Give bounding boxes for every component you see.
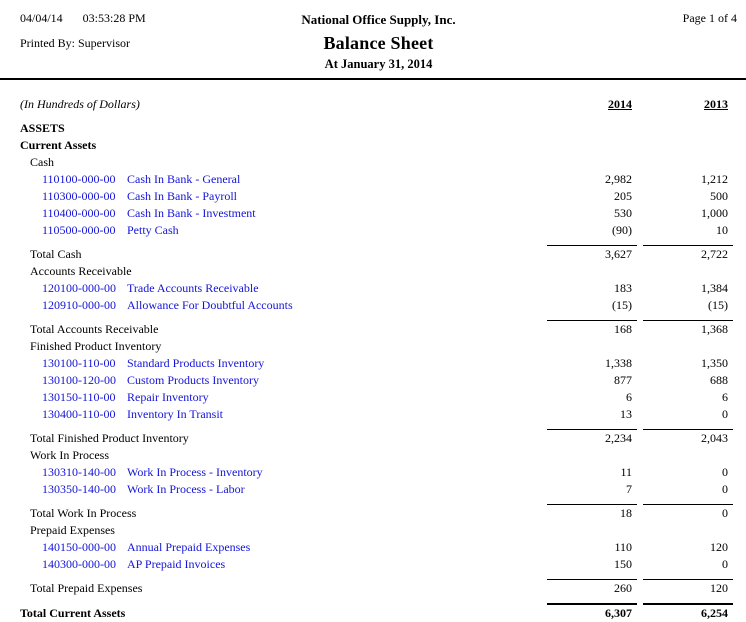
account-cell (20, 464, 547, 481)
value-2014: (90) (612, 223, 632, 237)
account-number-link[interactable]: 130100-120-00 (42, 373, 116, 387)
account-row (20, 355, 733, 372)
value-2013: 2,722 (643, 245, 733, 263)
value-2013: 0 (722, 557, 728, 571)
account-cell (20, 171, 547, 188)
account-cell (20, 355, 547, 372)
account-row (20, 556, 733, 573)
section-heading-row (20, 263, 733, 280)
value-2014: 1,338 (605, 356, 632, 370)
value-2013: 1,212 (701, 172, 728, 186)
account-description-link[interactable]: Work In Process - Labor (127, 482, 245, 496)
section-heading-row (20, 137, 733, 154)
value-2014: 205 (614, 189, 632, 203)
account-row (20, 406, 733, 423)
account-cell (20, 280, 547, 297)
value-2013: 10 (716, 223, 728, 237)
row-label: Current Assets (20, 138, 97, 152)
account-row (20, 464, 733, 481)
account-row (20, 297, 733, 314)
account-description-link[interactable]: Cash In Bank - Payroll (127, 189, 237, 203)
value-2013: 1,000 (701, 206, 728, 220)
account-description-link[interactable]: Annual Prepaid Expenses (127, 540, 251, 554)
row-label: Work In Process (30, 448, 110, 462)
row-label: ASSETS (20, 121, 65, 135)
header-meta (20, 11, 235, 72)
account-number-link[interactable]: 110300-000-00 (42, 189, 116, 203)
value-2014: (15) (612, 298, 632, 312)
account-description-link[interactable]: Petty Cash (127, 223, 179, 237)
account-description-link[interactable]: Trade Accounts Receivable (127, 281, 259, 295)
value-2013: 0 (722, 407, 728, 421)
value-2014: 7 (626, 482, 632, 496)
value-2013: 6,254 (643, 603, 733, 622)
value-2013: 0 (722, 465, 728, 479)
value-2014: 13 (620, 407, 632, 421)
account-cell (20, 389, 547, 406)
account-description-link[interactable]: Allowance For Doubtful Accounts (127, 298, 293, 312)
printed-by: Printed By: Supervisor (20, 36, 130, 50)
column-header-2014: 2014 (608, 97, 632, 111)
header-titles (235, 11, 522, 72)
value-2014: 18 (547, 504, 637, 522)
account-number-link[interactable]: 130400-110-00 (42, 407, 116, 421)
value-2014: 6 (626, 390, 632, 404)
value-2013: 0 (643, 504, 733, 522)
account-row (20, 481, 733, 498)
page-indicator: Page 1 of 4 (682, 11, 737, 25)
value-2014: 530 (614, 206, 632, 220)
value-2013: 1,368 (643, 320, 733, 338)
account-cell (20, 556, 547, 573)
account-number-link[interactable]: 130310-140-00 (42, 465, 116, 479)
account-cell (20, 481, 547, 498)
report-header (0, 0, 746, 72)
account-number-link[interactable]: 110400-000-00 (42, 206, 116, 220)
account-description-link[interactable]: Custom Products Inventory (127, 373, 259, 387)
account-number-link[interactable]: 120910-000-00 (42, 298, 116, 312)
account-description-link[interactable]: Inventory In Transit (127, 407, 223, 421)
column-header-row (20, 96, 733, 113)
account-cell (20, 297, 547, 314)
account-cell (20, 205, 547, 222)
section-heading-row (20, 120, 733, 137)
value-2014: 2,982 (605, 172, 632, 186)
account-number-link[interactable]: 140150-000-00 (42, 540, 116, 554)
account-description-link[interactable]: Work In Process - Inventory (127, 465, 263, 479)
value-2014: 11 (620, 465, 632, 479)
value-2013: 6 (722, 390, 728, 404)
value-2014: 183 (614, 281, 632, 295)
total-row (20, 245, 733, 263)
value-2013: 1,350 (701, 356, 728, 370)
section-heading-row (20, 154, 733, 171)
account-cell (20, 372, 547, 389)
value-2014: 6,307 (547, 603, 637, 622)
value-2013: 120 (710, 540, 728, 554)
row-label: Total Current Assets (20, 606, 126, 620)
account-description-link[interactable]: Cash In Bank - General (127, 172, 241, 186)
report-subtitle: At January 31, 2014 (324, 57, 433, 71)
value-2014: 877 (614, 373, 632, 387)
row-label: Accounts Receivable (30, 264, 132, 278)
account-row (20, 389, 733, 406)
value-2013: (15) (708, 298, 728, 312)
account-number-link[interactable]: 120100-000-00 (42, 281, 116, 295)
account-cell (20, 539, 547, 556)
account-row (20, 205, 733, 222)
value-2013: 2,043 (643, 429, 733, 447)
print-date: 04/04/14 (20, 11, 63, 25)
account-cell (20, 222, 547, 239)
account-description-link[interactable]: AP Prepaid Invoices (127, 557, 226, 571)
company-name: National Office Supply, Inc. (301, 12, 456, 27)
value-2014: 168 (547, 320, 637, 338)
value-2013: 688 (710, 373, 728, 387)
account-number-link[interactable]: 110500-000-00 (42, 223, 116, 237)
account-number-link[interactable]: 130150-110-00 (42, 390, 116, 404)
account-number-link[interactable]: 110100-000-00 (42, 172, 116, 186)
value-2014: 150 (614, 557, 632, 571)
account-row (20, 280, 733, 297)
row-label: Total Work In Process (30, 506, 137, 520)
report-title: Balance Sheet (323, 33, 434, 53)
print-time: 03:53:28 PM (82, 11, 146, 25)
value-2013: 0 (722, 482, 728, 496)
account-description-link[interactable]: Cash In Bank - Investment (127, 206, 256, 220)
account-row (20, 222, 733, 239)
account-number-link[interactable]: 130100-110-00 (42, 356, 116, 370)
account-row (20, 539, 733, 556)
value-2013: 500 (710, 189, 728, 203)
balance-sheet-table (0, 80, 746, 622)
row-label: Total Accounts Receivable (30, 322, 159, 336)
value-2014: 2,234 (547, 429, 637, 447)
row-label: Cash (30, 155, 54, 169)
total-row (20, 504, 733, 522)
value-2014: 260 (547, 579, 637, 597)
account-row (20, 372, 733, 389)
total-row (20, 320, 733, 338)
value-2013: 1,384 (701, 281, 728, 295)
account-number-link[interactable]: 130350-140-00 (42, 482, 116, 496)
rows-container (20, 120, 733, 622)
account-description-link[interactable]: Repair Inventory (127, 390, 209, 404)
account-row (20, 171, 733, 188)
section-heading-row (20, 447, 733, 464)
row-label: Total Prepaid Expenses (30, 581, 143, 595)
account-row (20, 188, 733, 205)
total-row (20, 429, 733, 447)
units-label: (In Hundreds of Dollars) (20, 97, 140, 111)
section-heading-row (20, 522, 733, 539)
value-2014: 110 (614, 540, 632, 554)
row-label: Total Finished Product Inventory (30, 431, 189, 445)
row-label: Prepaid Expenses (30, 523, 115, 537)
value-2014: 3,627 (547, 245, 637, 263)
section-heading-row (20, 338, 733, 355)
total-row (20, 579, 733, 597)
row-label: Finished Product Inventory (30, 339, 162, 353)
value-2013: 120 (643, 579, 733, 597)
column-header-2013: 2013 (704, 97, 728, 111)
account-description-link[interactable]: Standard Products Inventory (127, 356, 265, 370)
total-row (20, 603, 733, 622)
account-cell (20, 188, 547, 205)
account-number-link[interactable]: 140300-000-00 (42, 557, 116, 571)
row-label: Total Cash (30, 247, 82, 261)
account-cell (20, 406, 547, 423)
